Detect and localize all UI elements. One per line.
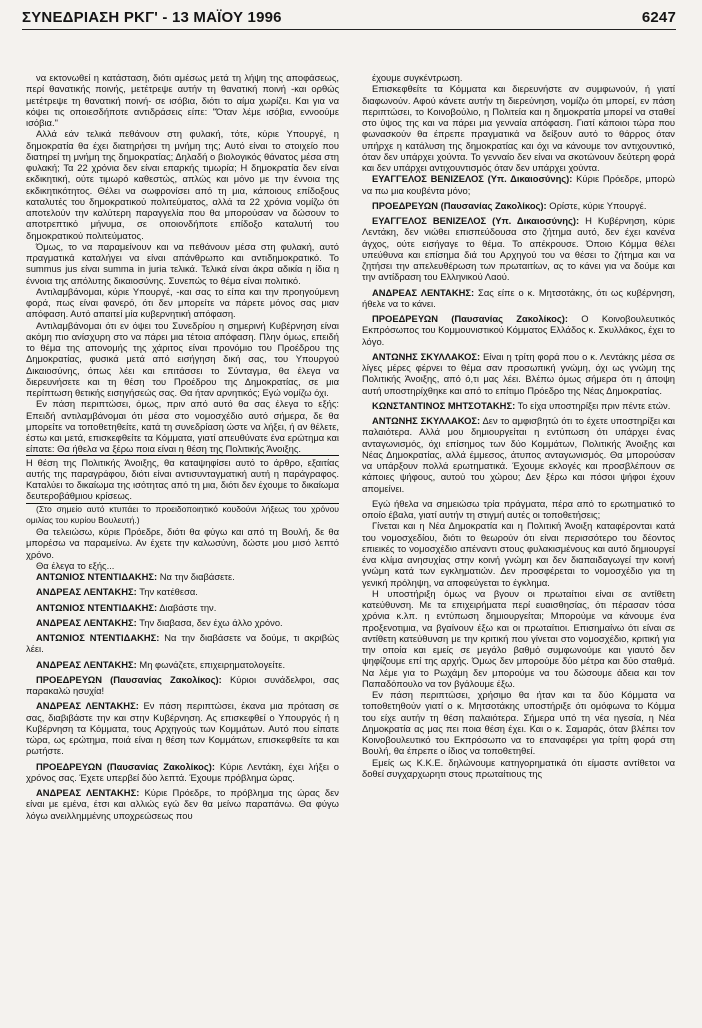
speaker-name: ΑΝΤΩΝΗΣ ΣΚΥΛΛΑΚΟΣ: (372, 350, 481, 362)
paragraph-text: Ο Κοινοβουλευτικός Εκπρόσωπος του Κομμουνιστικού Κόμματος Ελλάδος κ. Σκυλλάκος, έχει το λόγο. (362, 313, 675, 347)
paragraph (26, 504, 339, 527)
page-number: 6247 (641, 8, 676, 26)
paragraph (362, 498, 675, 521)
speaker-name: ΑΝΔΡΕΑΣ ΛΕΝΤΑΚΗΣ: (36, 658, 137, 670)
paragraph-text: έχουμε συγκέντρωση. (372, 72, 463, 83)
paragraph (26, 72, 339, 128)
paragraph (26, 241, 339, 286)
paragraph-text: Θα τελειώσω, κύριε Πρόεδρε, διότι θα φύγω και από τη Βουλή, δε θα μπορέσω να παραμείνω. Αν έχετε την καλωσύνη, δώστε μου μισό λεπτό χρόνο. (26, 526, 339, 560)
paragraph (26, 398, 339, 454)
paragraph-text: Δεν το αμφισβητώ ότι το έχετε υποστηρίξει και παλαιότερα. Αλλά μου δημιουργείται η εντύπωση ότι υπάρχει ένας ανταγωνισμός, όχι επίσημος των δύο Κομμάτων, Πολιτικής Άνοιξης και Νέας Δημοκρατίας, αλλά έμμεσος, άτυπος ανταγωνισμός. Θα μπορούσαν να υπάρξουν πολλά ερωτηματικά. Έχουμε εκλογές και προσβλέπουν σε κάποιες ψήφους, αυτού του χώρου; Δεν ξέρω και πόσοι ψήφοι έχουν απομείνει. (362, 415, 675, 494)
speaker-name: ΠΡΟΕΔΡΕΥΩΝ (Παυσανίας Ζακολίκος): (372, 199, 547, 211)
text-columns (26, 72, 676, 1022)
paragraph-text: Ορίστε, κύριε Υπουργέ. (549, 199, 647, 211)
paragraph-text: Η Κυβέρνηση, κύριε Λεντάκη, δεν νιώθει επισπεύδουσα στο ζήτημα αυτό, δεν έχει κανένα άγχος, ούτε εισήγαγε το θέμα. Το απέκρουσε. Όποιο Κόμμα θέλει υπεύθυνα και επίσημα διά του Αρχηγού του να θέσει το ζήτημα και να ζητήσει την απελευθέρωση των πρωταιτίων, ας το κάνει για να δούμε και την αντίδραση του Ελληνικού Λαού. (362, 215, 675, 283)
speaker-name: ΑΝΔΡΕΑΣ ΛΕΝΤΑΚΗΣ: (36, 616, 137, 628)
paragraph-text: Θα έλεγα το εξής... (36, 559, 115, 571)
header-rule (22, 29, 676, 30)
paragraph-text: Γίνεται και η Νέα Δημοκρατία και η Πολιτική Άνοιξη καταφέρονται κατά του νομοσχεδίου, διότι το θεωρούν ότι είναι περισσότερο του δέοντος επιεικές το νομοσχέδιο απέναντι στους φυλακισμένους και αυτό δημιουργεί ένα κλίμα ανησυχίας στην κοινή γνώμη και δεν διαπαιδαγωγεί την κοινή γνώμη κατά των εγκληματιών. Δεν προσφέρεται το νομοσχέδιο για τη γενική πρόληψη, να αποφεύγεται το έγκλημα. (362, 520, 675, 588)
paragraph-text: Αντιλαμβάνομαι, κύριε Υπουργέ, -και σας το είπα και την προηγούμενη φορά, πως είναι φανερό, ότι δεν μπορείτε να πάρετε μόνος σας μιαν απόφαση. Αυτό απαιτεί μία κυβερνητική απόφαση. (26, 285, 339, 320)
paragraph-text: Αντιλαμβάνομαι ότι εν όψει του Συνεδρίου η σημερινή Κυβέρνηση είναι ακόμη πιο ανίσχυρη στο να πάρει μια τέτοια απόφαση. Πλην όμως, επειδή το θέμα της απονομής της χάριτος είναι προνόμιο του Προέδρου της Δημοκρατίας, φυσικά μετά από εισήγηση δική σας, του Υπουργού Δικαιοσύνης, όπως λέει και επιτάσσει το Σύνταγμα, θα έλεγα να διερευνήσετε και τη θέση του Προέδρου της Δημοκρατίας, σε μια περίπτωση θετικής εισηγήσεώς σας. Θα ήταν αρνητικός; Εγώ νομίζω όχι. (26, 319, 339, 398)
paragraph-text: Κύριε Λεντάκη, έχει λήξει ο χρόνος σας. Έχετε υπερβεί δύο λεπτά. Έχουμε πρόβλημα ώρας. (26, 760, 339, 783)
paragraph (362, 588, 675, 689)
speaker-name: ΠΡΟΕΔΡΕΥΩΝ (Παυσανίας Ζακολίκος): (36, 760, 216, 772)
paragraph (26, 617, 339, 628)
paragraph (362, 520, 675, 588)
paragraph (362, 415, 675, 494)
paragraph (362, 83, 675, 173)
paragraph (362, 757, 675, 780)
paragraph-text: Εν πάση περιπτώσει, χρήσιμο θα ήταν και τα δύο Κόμματα να τοποθετηθούν γιατί ο κ. Μητσοτάκης υποστήριξε ότι ομόφωνα το Κόμμα του είχε αυτήν τη θέση παλαιότερα. Σήμερα υπό τη νέα ηγεσία, η Νέα Δημοκρατία ας μας πει ποια θέση έχει. Και ο κ. Σαμαράς, όταν βλέπει τον Κοινοβουλευτικό του Εκπρόσωπο να το επαναφέρει για τρίτη φορά στη Βουλή, θα έπρεπε ο ίδιος να τοποθετηθεί. (362, 689, 675, 757)
paragraph-text: να εκτονωθεί η κατάσταση, διότι αμέσως μετά τη λήψη της αποφάσεως, περί θανατικής ποινής, μετέτρεψε αυτήν τη θανατική ποινή -και ορθώς μετέτρεψε τη θανατική ποινή- σε ισόβια, διότι το αίμα χωρίζει. Και για να κόψει τις οποιεσδήποτε αντιδράσεις είπε: "Όταν λέμε ισόβια, εννοούμε ισόβια." (26, 72, 339, 128)
paragraph (26, 700, 339, 756)
paragraph-text: Την κατέθεσα. (139, 586, 198, 598)
paragraph (362, 200, 675, 211)
paragraph (26, 286, 339, 320)
page-header (22, 6, 676, 28)
paragraph-text: (Στο σημείο αυτό κτυπάει το προειδοποιητικό κουδούνι λήξεως του χρόνου ομιλίας του κυρίου Βουλευτή.) (26, 503, 339, 525)
paragraph-text: Κύριε Πρόεδρε, μπορώ να πω μια κουβέντα μόνο; (362, 173, 675, 196)
speaker-name: ΑΝΤΩΝΙΟΣ ΝΤΕΝΤΙΔΑΚΗΣ: (36, 632, 160, 643)
paragraph (26, 659, 339, 670)
speaker-name: ΕΥΑΓΓΕΛΟΣ ΒΕΝΙΖΕΛΟΣ (Υπ. Δικαιοσύνης): (372, 215, 580, 226)
speaker-name: ΑΝΔΡΕΑΣ ΛΕΝΤΑΚΗΣ: (36, 700, 139, 712)
paragraph (362, 72, 675, 83)
paragraph-text: Εμείς ως Κ.Κ.Ε. δηλώνουμε κατηγορηματικά ότι είμαστε αντίθετοι να δοθεί συγχαρχωρητι στους πρωταίτιους της (362, 756, 675, 779)
left-column (26, 72, 339, 1022)
paragraph (26, 571, 339, 582)
paragraph (26, 526, 339, 560)
paragraph-text: Όμως, το να παραμείνουν και να πεθάνουν μέσα στη φυλακή, αυτό πραγματικά καταλήγει να είναι απάνθρωπο και αντιδημοκρατικό. Το summus jus είναι summa in juria τελικά. Τελικά είναι άκρα αδικία η ίδια η έννοια της απόλυτης δικαιοσύνης. Συνεπώς το θέμα είναι πολιτικό. (26, 240, 339, 286)
speaker-name: ΠΡΟΕΔΡΕΥΩΝ (Παυσανίας Ζακολίκος): (36, 673, 222, 685)
paragraph-text: Την διαβασα, δεν έχω άλλο χρόνο. (139, 616, 283, 628)
paragraph (26, 586, 339, 597)
paragraph (362, 313, 675, 347)
paragraph (362, 689, 675, 757)
paragraph-text: Το είχα υποστηρίξει πριν πέντε ετών. (517, 399, 671, 411)
paragraph-text: Η υποστήριξη όμως να βγουν οι πρωταίτιοι είναι σε αντίθετη κατεύθυνση. Με τα επιχειρήματα περί ευαισθησίας, ότι πέρασαν τόσα χρόνια κ.λπ. η εντύπωση δημιουργείται; Μπορούμε να κάνουμε ένα προξενοτιμια, να βγαίνουν έξω και οι πρωταίτιοι. Επισημαίνω ότι είναι σε αντίθετη κατεύθυνση με την κριτική που γίνεται στο νομοσχέδιο, κριτική για την οποία και εμείς σε μεγάλο βαθμό συμφωνούμε και γιαυτό δεν ψηφίζουμε επί της αρχής. Όμως δεν μπορούμε δύο μέτρα και δύο σταθμά. Να λέμε για το Ρωχάμη δεν μπορούμε να του δώσουμε άδεια και τον Παπαδόπουλο να τον βγάλουμε έξω. (362, 587, 675, 689)
speaker-name: ΕΥΑΓΓΕΛΟΣ ΒΕΝΙΖΕΛΟΣ (Υπ. Δικαιοσύνης): (372, 173, 573, 185)
speaker-name: ΑΝΔΡΕΑΣ ΛΕΝΤΑΚΗΣ: (36, 787, 140, 798)
paragraph-text: Σας είπε ο κ. Μητσοτάκης, ότι ως κυβέρνηση, ήθελε να το κάνει. (362, 286, 675, 309)
paragraph (26, 787, 339, 821)
paragraph (26, 128, 339, 241)
paragraph-text: Να την διαβάσετε να δούμε, τι ακριβώς λέει. (26, 632, 339, 655)
paragraph-text: Κύριε Πρόεδρε, το πρόβλημα της ώρας δεν είναι με εμένα, έτσι και αλλιώς εγώ δεν θα μείνω παραπάνω. Θα φύγω λόγω ανειλλημμένης υποχρεώσεως που (26, 787, 339, 821)
paragraph-text: Εγώ ήθελα να σημειώσω τρία πράγματα, πέρα από το ερωτηματικό το οποίο έβαλα, γιατί αυτήν τη στιγμή αυτές οι τοποθετήσεις; (362, 497, 675, 520)
paragraph-text: Μη φωνάζετε, επιχειρηματολογείτε. (139, 658, 286, 670)
speaker-name: ΑΝΔΡΕΑΣ ΛΕΝΤΑΚΗΣ: (36, 586, 137, 598)
paragraph-text: Εν πάση περιπτώσει, έκανα μια πρόταση σε σας, διαβιβάστε την και στην Κυβέρνηση. Ας επισκεφθεί ο Υπουργός ή η Κυβέρνηση τα Κόμματα, τους Αρχηγούς των Κομμάτων. Αυτό που είπατε τώρα, ως ερώτημα, ποιά είναι η θέση των Κομμάτων, επισκεφθείτε τα και ρωτήστε. (26, 700, 339, 757)
paragraph (362, 400, 675, 411)
paragraph (26, 320, 339, 399)
paragraph-text: Να την διαβάσετε. (159, 571, 235, 582)
paragraph (362, 287, 675, 310)
speaker-name: ΑΝΤΩΝΙΟΣ ΝΤΕΝΤΙΔΑΚΗΣ: (36, 601, 158, 613)
right-column (362, 72, 675, 1022)
paragraph (362, 173, 675, 196)
paragraph (362, 215, 675, 283)
paragraph-text: Εν πάση περιπτώσει, όμως, πριν από αυτό θα σας έλεγα το εξής: Επειδή αντιλαμβάνομαι ότι μέσα στο νομοσχέδιο αυτό σήμερα, δε θα μπορείτε να τοποθετηθείτε, κατά τη συνεδρίαση ώστε να λήξει, ή αν θέλετε, έστω και μετά, επισκεφθείτε τα Κόμματα, γιατί απευθύνατε ένα ερώτημα και είπατε: Θα ήθελα να ξέρω ποια είναι η θέση της Πολιτικής Άνοιξης. (26, 398, 339, 455)
speaker-name: ΚΩΝΣΤΑΝΤΙΝΟΣ ΜΗΤΣΟΤΑΚΗΣ: (372, 399, 516, 411)
speaker-name: ΠΡΟΕΔΡΕΥΩΝ (Παυσανίας Ζακολίκος): (372, 313, 568, 324)
paragraph-text: Διαβάστε την. (159, 601, 217, 613)
boxed-statement: Η θέση της Πολιτικής Άνοιξης, θα καταψηφίσει αυτό το άρθρο, εξαιτίας αυτής της παραγράφου, διότι είναι αντισυνταγματική αυτή η παράγραφος. Καταλύει το δικαίωμα της ισότητας από τη μια, διότι δεν έχουμε το δικαίωμα δευτεροβάθμιου κρίσεως. (26, 455, 339, 504)
paragraph-text: Αλλά εάν τελικά πεθάνουν στη φυλακή, τότε, κύριε Υπουργέ, η δημοκρατία θα έχει διατηρήσει τη μνήμη της; Αυτό είναι το στοιχείο που διατηρεί τη μνήμη της δημοκρατίας; Δηλαδή ο βιολογικός θάνατος μέσα στη φυλακή; Τα 22 χρόνια δεν είναι επαρκής τιμωρία; Η δημοκρατία δεν είναι εκδικητική, ούτε τιμωρό καθεστώς, απλώς και μόνο με την έννοια της εκδικητικότητος. Θέλει να σωφρονίσει από τη μια, κάποιους επίδοξους καταλυτές του δημοκρατικού πολιτεύματος, αλλά τα 22 χρόνια νομίζω ότι αποτελούν την καλύτερη παραγγελία που θα μπορούσαν να δώσουν το αποτρεπτικό μήνυμα, σε οποιονδήποτε επίδοξο καταλυτή του δημοκρατικού πολιτεύματος. (26, 128, 339, 241)
session-title: ΣΥΝΕΔΡΙΑΣΗ ΡΚΓ' - 13 ΜΑΪΟΥ 1996 (22, 8, 282, 26)
paragraph-text: Κύριοι συνάδελφοι, σας παρακαλώ ησυχία! (26, 673, 339, 696)
paragraph (26, 761, 339, 784)
speaker-name: ΑΝΔΡΕΑΣ ΛΕΝΤΑΚΗΣ: (372, 286, 475, 298)
paragraph-text: Επισκεφθείτε τα Κόμματα και διερευνήστε αν συμφωνούν, ή γιατί διαφωνούν. Αφού κάνετε αυτήν τη διερεύνηση, νομίζω ότι μπορεί, εν πάση περιπτώσει, το Κοινοβούλιο, η Πολιτεία και η δημοκρατία μπορεί να σταθεί στο ύψος της και να πάρει μια γενναία απόφαση. Γιατί κάποιοι τώρα που φωνασκούν θα έπρεπε πραγματικά να δείξουν αυτό το θάρρος όταν υπήρχε η κατάλυση της δημοκρατίας και όχι να κάνουμε τον αντιχουντικό, όταν δεν υπάρχει χούντα. Το γενναίο δεν είναι να σκοτώνουν δεύτερη φορά και δεν υπάρχει αντιχουντισμός όταν δεν υπάρχει χούντα. (362, 83, 675, 173)
paragraph (26, 560, 339, 571)
paragraph (26, 602, 339, 613)
speaker-name: ΑΝΤΩΝΙΟΣ ΝΤΕΝΤΙΔΑΚΗΣ: (36, 571, 158, 582)
paragraph (26, 632, 339, 655)
paragraph (362, 351, 675, 396)
paragraph-text: Είναι η τρίτη φορά που ο κ. Λεντάκης μέσα σε λίγες μέρες φέρνει το θέμα σαν προσωπική γνώμη, όχι ως γνώμη της Πολιτικής Άνοιξης, από ό,τι μας λέει. Βλέπω όμως σήμερα ότι η άποψη αυτή υποστηρίχθηκε και από το επίτιμο Πρόεδρο της Νέας Δημοκρατίας. (362, 350, 675, 396)
paragraph (26, 674, 339, 697)
speaker-name: ΑΝΤΩΝΗΣ ΣΚΥΛΛΑΚΟΣ: (372, 415, 481, 426)
